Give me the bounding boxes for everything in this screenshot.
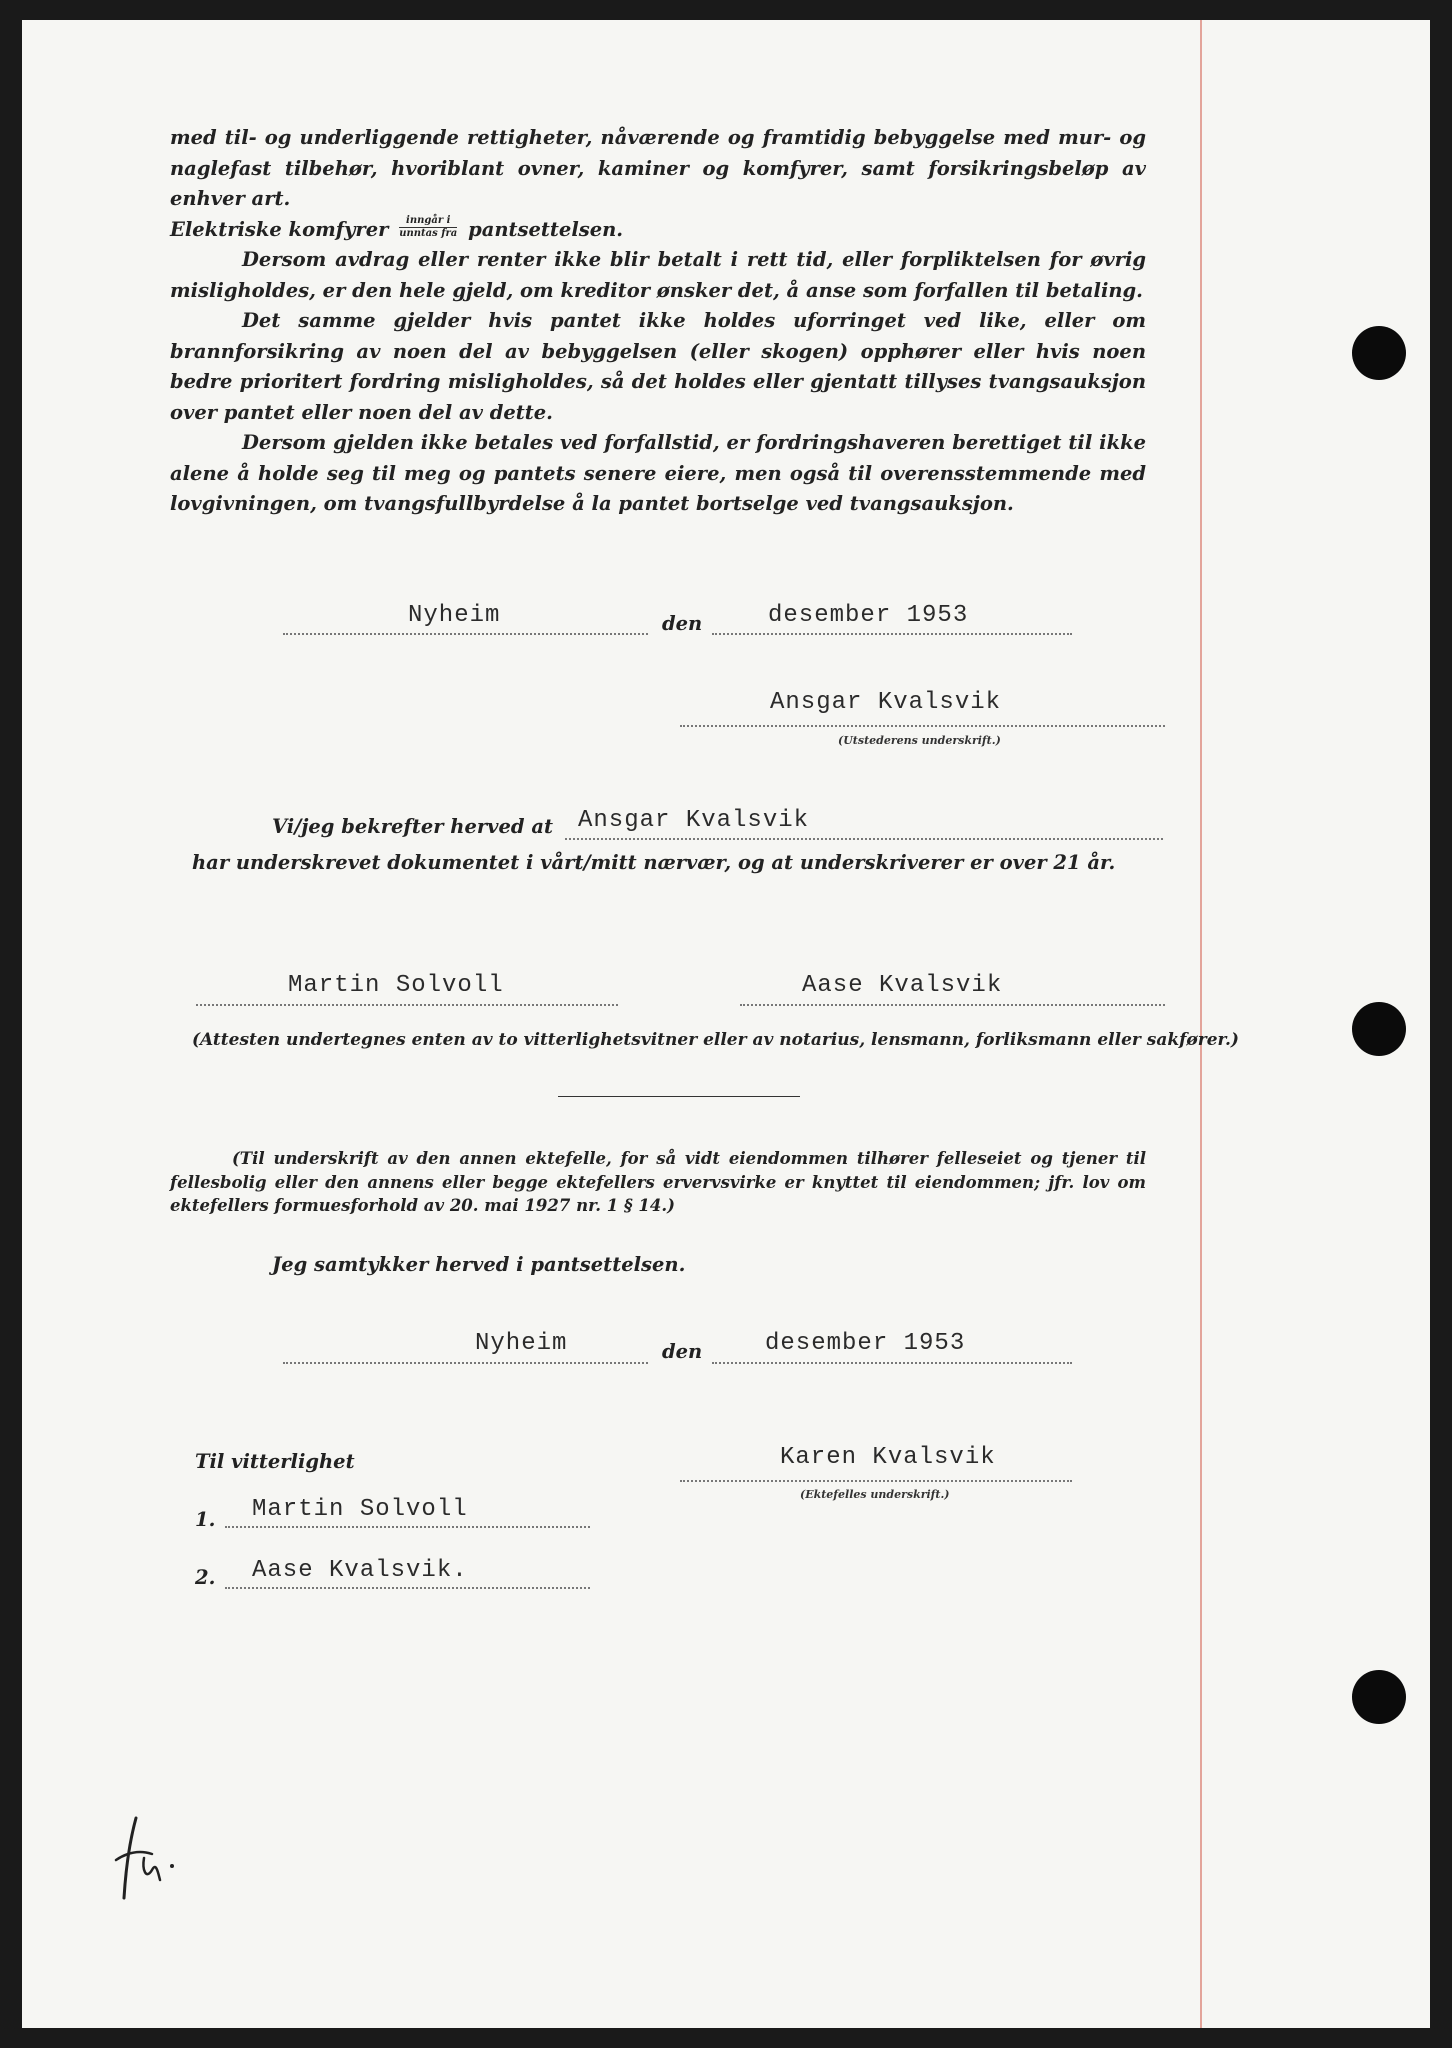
witness-heading: Til vitterlighet <box>195 1450 355 1473</box>
fraction-bottom: unntas fra <box>399 227 458 239</box>
body-text <box>170 123 1146 520</box>
fraction-choice <box>399 215 457 240</box>
spouse-witness-2: Aase Kvalsvik. <box>252 1557 468 1584</box>
spouse-den-label: den <box>662 1340 703 1363</box>
confirm-dotted-line <box>565 838 1163 840</box>
witness-2-dotted-line <box>740 1004 1165 1006</box>
paragraph-1b <box>170 215 1146 246</box>
witness-2-signature: Aase Kvalsvik <box>802 972 1003 999</box>
consent-text: Jeg samtykker herved i pantsettelsen. <box>272 1253 686 1276</box>
paragraph-4: Dersom gjelden ikke betales ved forfallstid, er fordringshaveren berettiget til ikke alene å holde seg til meg og pantets senere eiere, men også til overensstemmende med lovgivningen, om tvangsfullbyrdelse å la pantet bortselge ved tvangsauksjon. <box>170 431 1146 515</box>
issuer-dotted-line <box>680 725 1165 727</box>
den-label: den <box>662 612 703 635</box>
spouse-place-dotted-line <box>283 1362 648 1364</box>
witness-number-1: 1. <box>195 1508 216 1531</box>
spouse-signature: Karen Kvalsvik <box>780 1444 996 1471</box>
witness-number-2: 2. <box>195 1566 216 1589</box>
issue-place: Nyheim <box>408 602 501 629</box>
confirm-label: Vi/jeg bekrefter herved at <box>272 815 553 838</box>
spouse-witness-2-dotted-line <box>225 1587 590 1589</box>
date-dotted-line <box>712 633 1072 635</box>
issue-date: desember 1953 <box>768 602 969 629</box>
margin-line <box>1200 20 1202 2028</box>
issuer-caption: (Utstederens underskrift.) <box>838 734 1001 747</box>
paragraph-2: Dersom avdrag eller renter ikke blir betalt i rett tid, eller forpliktelsen for øvrig misligholdes, er den hele gjeld, om kreditor ønsker det, å anse som forfallen til betaling. <box>170 248 1146 302</box>
spouse-dotted-line <box>680 1480 1072 1482</box>
spouse-caption: (Ektefelles underskrift.) <box>800 1488 950 1501</box>
witness-1-signature: Martin Solvoll <box>288 972 504 999</box>
punch-hole <box>1352 1670 1406 1724</box>
spouse-witness-1: Martin Solvoll <box>252 1496 468 1523</box>
witness-1-dotted-line <box>196 1004 618 1006</box>
spouse-witness-1-dotted-line <box>225 1526 590 1528</box>
punch-hole <box>1352 1002 1406 1056</box>
confirm-line-2: har underskrevet dokumentet i vårt/mitt nærvær, og at underskriverer er over 21 år. <box>192 851 1116 874</box>
spouse-note-text: (Til underskrift av den annen ektefelle, for så vidt eiendommen tilhører felleseiet og tjener til fellesbolig eller den annens eller begge ektefellers ervervsvirke er knyttet til eiendommen; jfr. lov om ektefellers formuesforhold av 20. mai 1927 nr. 1 § 14.) <box>170 1149 1146 1215</box>
confirm-name: Ansgar Kvalsvik <box>578 807 810 834</box>
fraction-top: inngår i <box>399 215 457 228</box>
spouse-note <box>170 1147 1146 1218</box>
attest-note: (Attesten undertegnes enten av to vitterlighetsvitner eller av notarius, lensmann, forliksmann eller sakfører.) <box>192 1030 1239 1050</box>
punch-hole <box>1352 326 1406 380</box>
separator-rule <box>558 1096 800 1097</box>
place-dotted-line <box>283 633 648 635</box>
spouse-place: Nyheim <box>475 1330 568 1357</box>
paragraph-1: med til- og underliggende rettigheter, nåværende og framtidig bebyggelse med mur- og naglefast tilbehør, hvoriblant ovner, kaminer og komfyrer, samt forsikringsbeløp av enhver art. <box>170 126 1146 210</box>
paragraph-3: Det samme gjelder hvis pantet ikke holdes uforringet ved like, eller om brannforsikring av noen del av bebyggelsen (eller skogen) opphører eller hvis noen bedre prioritert fordring misligholdes, så det holdes eller gjentatt tillyses tvangsauksjon over pantet eller noen del av dette. <box>170 309 1146 424</box>
spouse-date: desember 1953 <box>765 1330 966 1357</box>
handwritten-initials <box>108 1810 198 1910</box>
pantsettelsen-text: pantsettelsen. <box>468 217 624 241</box>
issuer-signature: Ansgar Kvalsvik <box>770 689 1002 716</box>
spouse-date-dotted-line <box>712 1362 1072 1364</box>
komfyr-text: Elektriske komfyrer <box>170 217 389 241</box>
